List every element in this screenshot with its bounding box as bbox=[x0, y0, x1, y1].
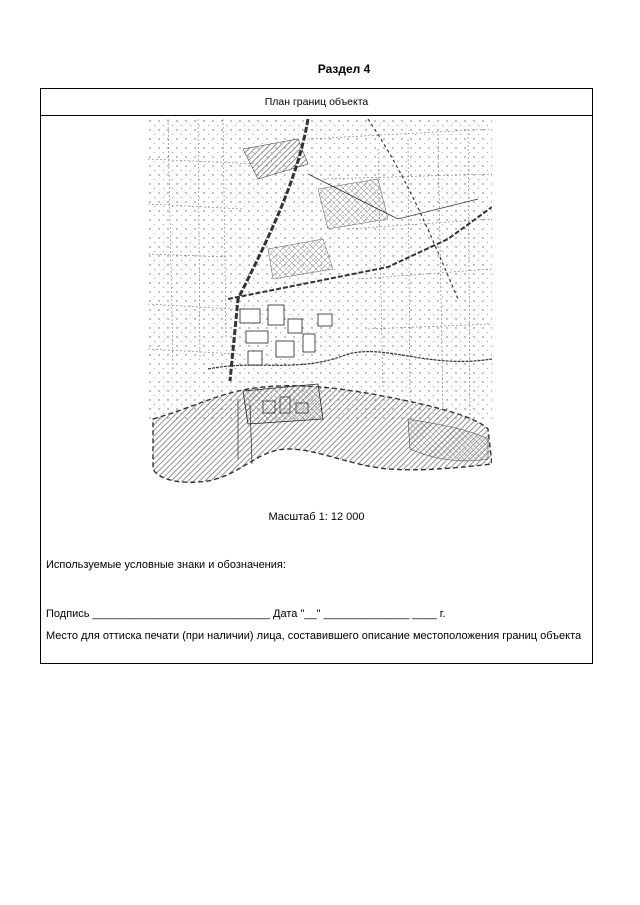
signature-date-line: Подпись _____________________________ Дата "__" ______________ ____ г. bbox=[46, 608, 446, 620]
plan-table-header: План границ объекта bbox=[41, 89, 592, 116]
plan-table bbox=[40, 88, 593, 664]
section-title: Раздел 4 bbox=[317, 62, 371, 76]
boundary-map-image bbox=[148, 119, 492, 485]
stamp-place-note: Место для оттиска печати (при наличии) лица, составившего описание местоположения границ объекта bbox=[46, 630, 582, 642]
map-scale: Масштаб 1: 12 000 bbox=[268, 511, 365, 523]
legend-caption: Используемые условные знаки и обозначения: bbox=[46, 559, 286, 571]
